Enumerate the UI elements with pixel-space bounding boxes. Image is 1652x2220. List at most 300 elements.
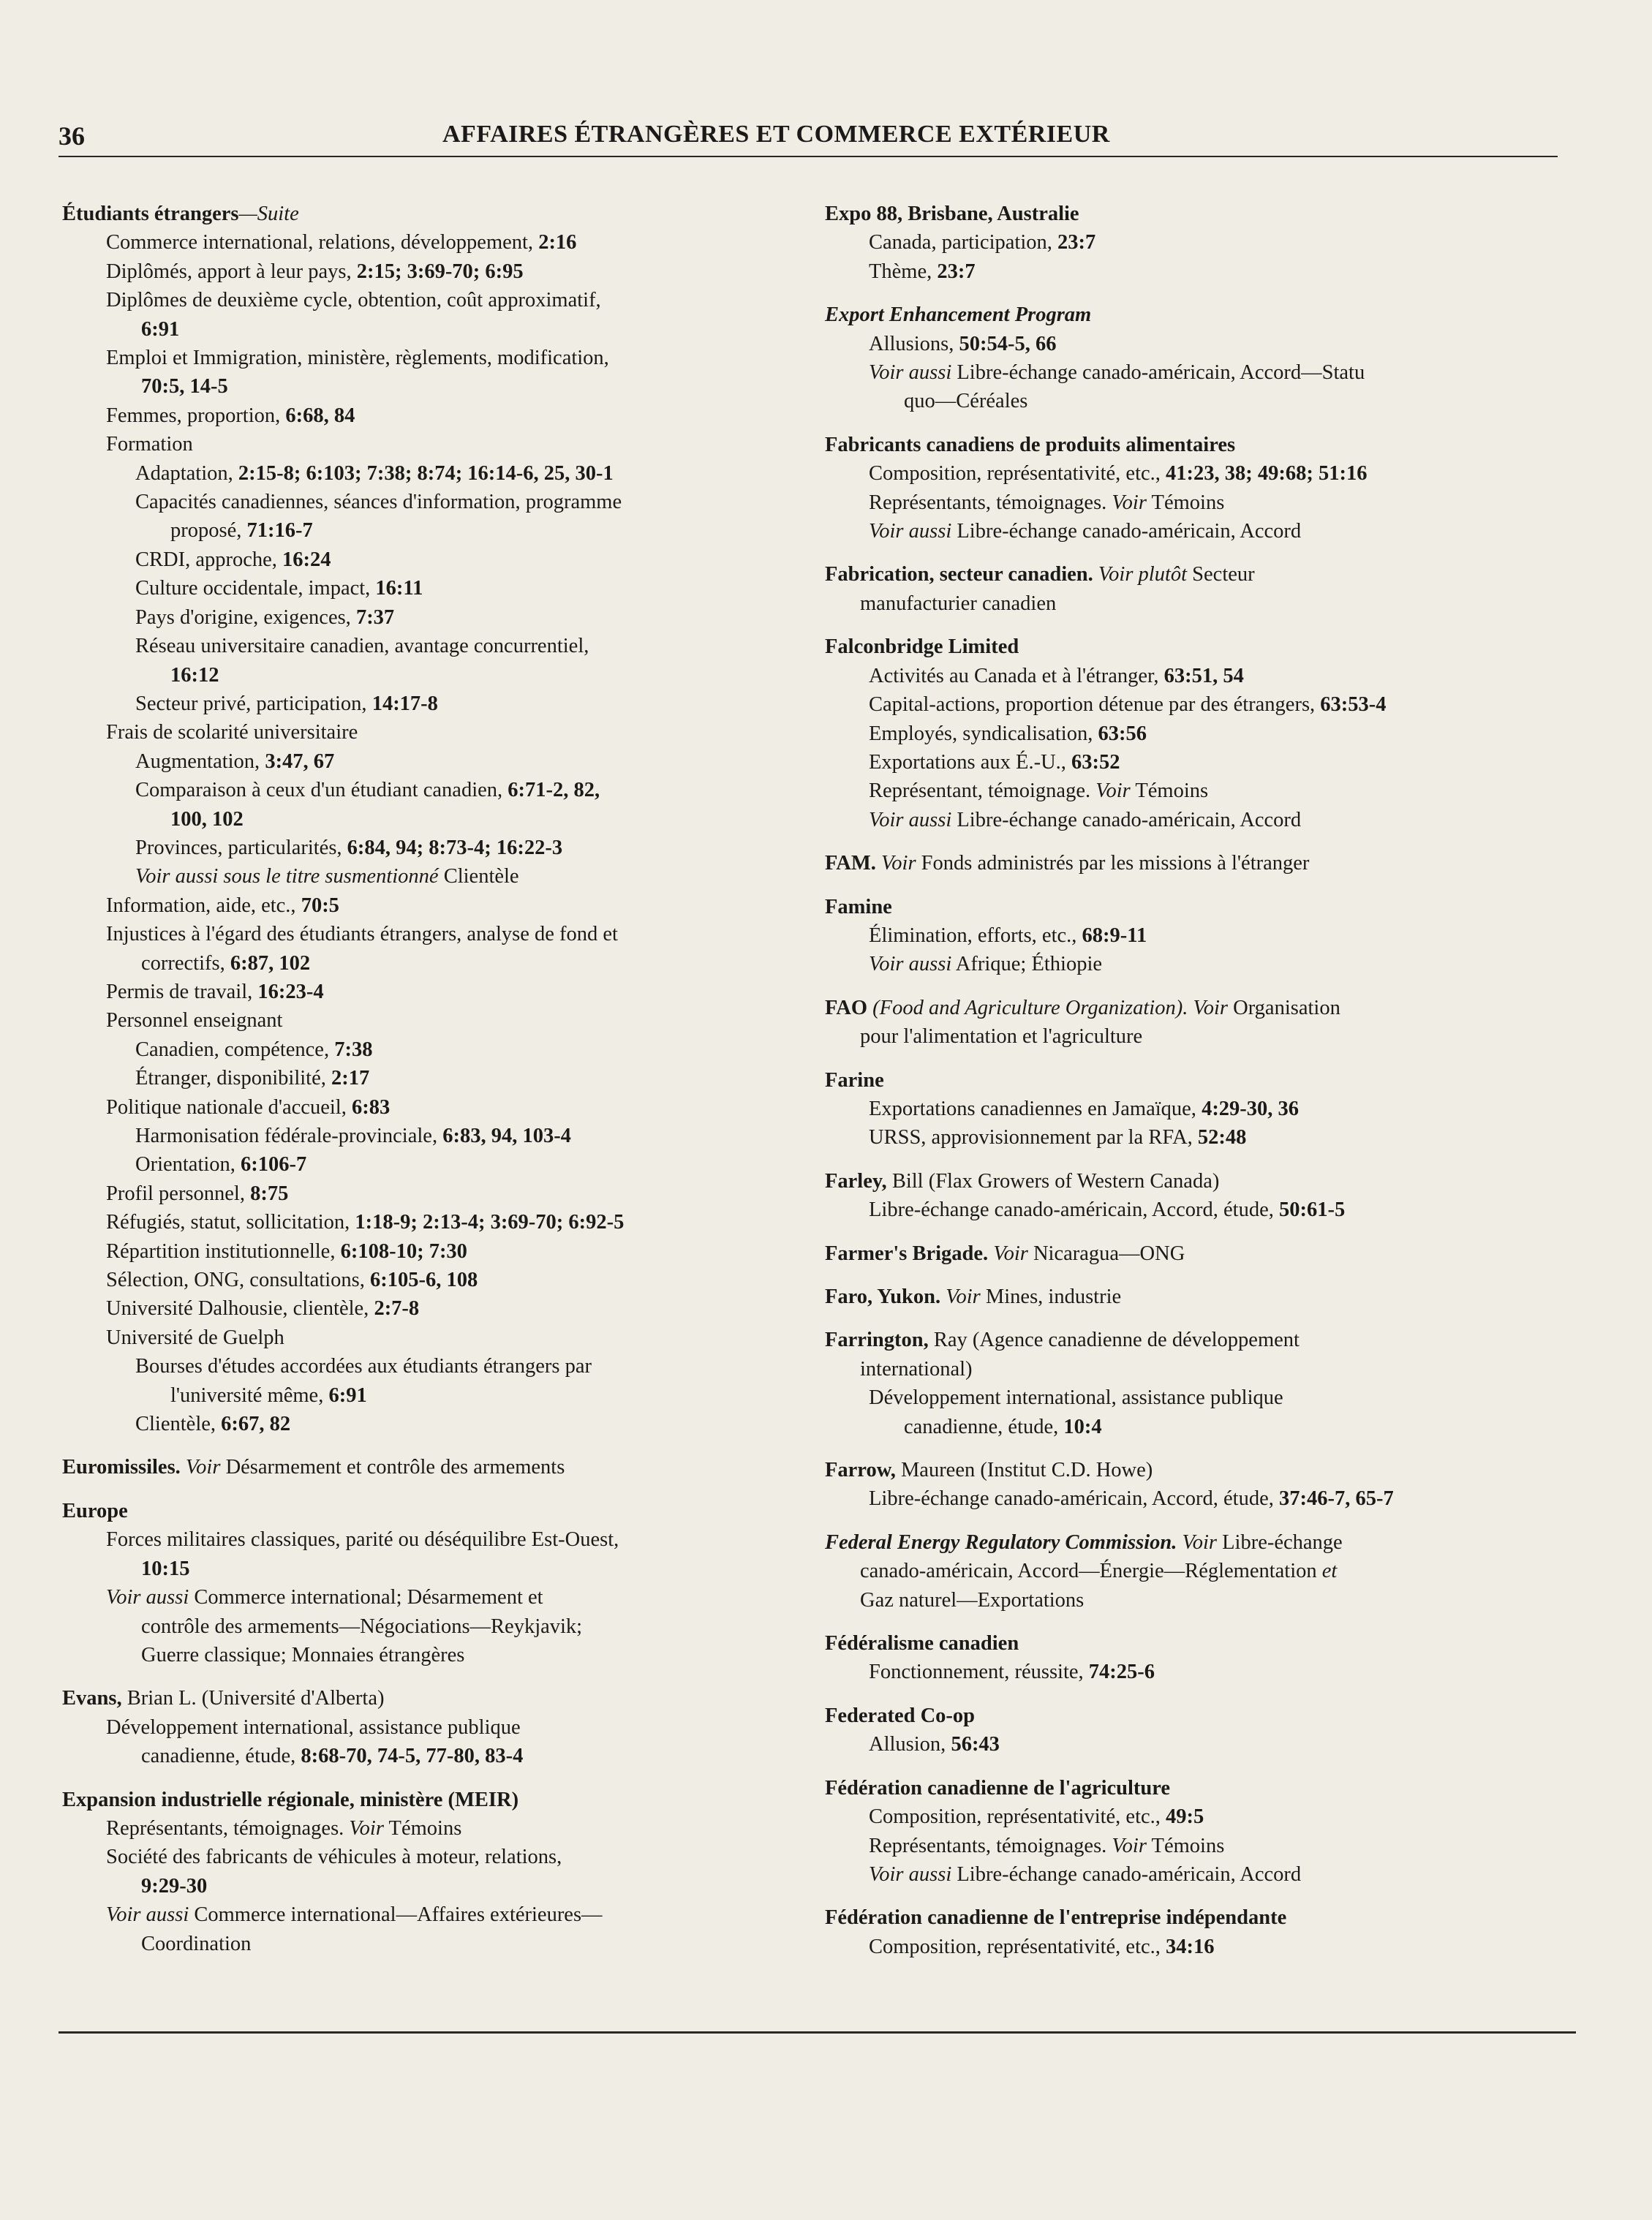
index-text: Profil personnel, (106, 1182, 251, 1205)
index-text: Voir (1112, 1834, 1147, 1857)
index-entry-etudiants-etrangers (62, 200, 779, 1438)
sub-sub-entry (62, 1410, 779, 1438)
entry-heading (825, 560, 1578, 618)
index-entry-faro-yukon (825, 1283, 1578, 1311)
sub-entry (825, 459, 1578, 488)
index-text: 52:48 (1197, 1126, 1247, 1149)
index-text: Federated Co-op (825, 1704, 975, 1727)
sub-entry (62, 1324, 779, 1352)
entry-heading (62, 200, 779, 228)
sub-entry (62, 891, 779, 920)
index-text: 14:17-8 (371, 692, 438, 715)
index-text: Famine (825, 895, 892, 918)
sub-sub-entry (62, 747, 779, 776)
index-text: 63:56 (1098, 722, 1147, 745)
index-text: 2:7-8 (374, 1297, 420, 1321)
index-text: (Food and Agriculture Organization). (872, 996, 1193, 1019)
index-text: Gaz naturel—Exportations (860, 1588, 1085, 1612)
right-column (825, 200, 1578, 1961)
entry-heading (825, 1702, 1578, 1730)
index-text: Voir aussi sous le titre susmentionné (135, 865, 439, 888)
index-entry-farrow (825, 1456, 1578, 1514)
entry-heading (825, 1456, 1578, 1484)
sub-sub-entry (62, 488, 779, 545)
sub-entry (62, 1294, 779, 1323)
sub-entry (62, 1093, 779, 1122)
index-text: Sélection, ONG, consultations, (106, 1269, 370, 1292)
index-text: 10:15 (141, 1557, 190, 1580)
index-text: Allusions, (869, 332, 959, 355)
index-text: Canada, participation, (869, 231, 1057, 254)
index-text: 7:38 (334, 1038, 373, 1061)
index-text: Voir (993, 1242, 1028, 1265)
text-line (135, 1381, 779, 1410)
index-text: 6:91 (328, 1383, 367, 1407)
index-text: 63:52 (1071, 750, 1120, 774)
index-text: Répartition institutionnelle, (106, 1239, 341, 1263)
index-text: Voir (1095, 779, 1131, 803)
sub-entry (825, 1123, 1578, 1152)
header-rule (59, 156, 1558, 157)
index-text: Emploi et Immigration, ministère, règlements, modification, (106, 347, 609, 370)
sub-entry (62, 1713, 779, 1771)
index-text: Federal Energy Regulatory Commission. (825, 1530, 1183, 1554)
entry-heading (825, 994, 1578, 1052)
sub-sub-entry (62, 776, 779, 834)
text-line (106, 1742, 779, 1770)
index-text: Représentant, témoignage. (869, 779, 1096, 803)
index-text: Voir (946, 1285, 981, 1308)
footer-rule (59, 2031, 1576, 2034)
sub-sub-entry (62, 1150, 779, 1179)
index-text: Témoins (1130, 779, 1209, 803)
entry-heading (825, 1326, 1578, 1383)
index-text: Secteur privé, participation, (135, 692, 372, 715)
index-text: correctifs, (141, 951, 230, 975)
index-text: Capacités canadiennes, séances d'information, programme (135, 491, 622, 514)
index-text: Politique nationale d'accueil, (106, 1095, 352, 1119)
index-text: Témoins (383, 1816, 462, 1840)
entry-heading (62, 1497, 779, 1525)
index-text: Élimination, efforts, etc., (869, 924, 1082, 947)
see-also-reference (825, 806, 1578, 834)
index-text: Bill (Flax Growers of Western Canada) (891, 1169, 1220, 1193)
index-text: quo—Céréales (904, 390, 1028, 413)
entry-heading (62, 1684, 779, 1713)
index-text: —Suite (238, 203, 299, 225)
index-text: Développement international, assistance publique (106, 1715, 521, 1739)
index-text: 16:24 (282, 548, 331, 571)
index-text: 56:43 (951, 1733, 1000, 1756)
index-entry-expansion-industrielle (62, 1786, 779, 1958)
index-text: Étranger, disponibilité, (135, 1067, 331, 1090)
index-text: Ray (Agence canadienne de développement (933, 1329, 1300, 1352)
entry-heading (825, 1167, 1578, 1196)
see-also-reference (825, 1860, 1578, 1889)
index-text: 8:68-70, 74-5, 77-80, 83-4 (301, 1745, 524, 1768)
index-text: contrôle des armements—Négociations—Reykjavik; (141, 1615, 583, 1638)
index-entry-export-enhancement (825, 301, 1578, 416)
text-line (135, 516, 779, 545)
index-text: 16:23-4 (257, 980, 324, 1003)
index-text: Fabrication, secteur canadien. (825, 563, 1098, 586)
index-text: Fédéralisme canadien (825, 1632, 1019, 1655)
sub-entry (62, 1237, 779, 1266)
sub-entry (62, 1179, 779, 1208)
sub-entry (825, 330, 1578, 358)
index-text: 16:11 (375, 577, 423, 600)
index-text: Voir (1112, 491, 1147, 514)
index-text: Expo 88, Brisbane, Australie (825, 203, 1079, 225)
index-text: Composition, représentativité, etc., (869, 462, 1166, 486)
index-text: Commerce international—Affaires extérieures— (189, 1903, 603, 1927)
index-text: FAM. (825, 852, 882, 875)
sub-entry (825, 690, 1578, 719)
index-text: Adaptation, (135, 461, 238, 485)
entry-heading (825, 893, 1578, 921)
sub-entry (825, 1383, 1578, 1441)
index-text: 6:83, 94, 103-4 (442, 1125, 571, 1147)
index-text: Fonds administrés par les missions à l'étranger (916, 852, 1310, 875)
index-text: canado-américain, Accord—Énergie—Réglementation (860, 1560, 1322, 1583)
index-text: Farine (825, 1068, 884, 1092)
sub-entry (62, 1266, 779, 1294)
index-text: 68:9-11 (1082, 924, 1147, 947)
index-text: Farmer's Brigade. (825, 1242, 994, 1265)
index-text: 100, 102 (170, 807, 244, 831)
index-text: Permis de travail, (106, 980, 258, 1003)
index-text: 2:15-8; 6:103; 7:38; 8:74; 16:14-6, 25, 30-1 (238, 461, 614, 485)
entry-heading (825, 1629, 1578, 1658)
index-text: Composition, représentativité, etc., (869, 1805, 1166, 1829)
index-text: Libre-échange canado-américain, Accord, étude, (869, 1487, 1279, 1511)
index-text: Commerce international, relations, développement, (106, 231, 539, 254)
index-entry-evans (62, 1684, 779, 1770)
index-entry-europe (62, 1497, 779, 1669)
index-entry-fabricants-canadiens (825, 431, 1578, 546)
index-text: Témoins (1146, 491, 1225, 514)
index-text: Libre-échange canado-américain, Accord, étude, (869, 1198, 1279, 1222)
index-entry-euromissiles (62, 1453, 779, 1481)
sub-entry (62, 1814, 779, 1843)
index-text: 41:23, 38; 49:68; 51:16 (1166, 462, 1368, 486)
index-text: 23:7 (937, 260, 976, 283)
index-text: Formation (106, 433, 193, 456)
index-text: Fédération canadienne de l'entreprise indépendante (825, 1906, 1287, 1930)
index-text: 34:16 (1166, 1935, 1215, 1958)
index-text: Export Enhancement Program (825, 303, 1092, 327)
sub-entry (825, 1484, 1578, 1513)
sub-sub-entry (62, 632, 779, 690)
index-text: Faro, Yukon. (825, 1285, 946, 1308)
sub-entry (825, 1095, 1578, 1123)
index-text: Réfugiés, statut, sollicitation, (106, 1211, 355, 1234)
entry-heading (825, 1903, 1578, 1932)
index-text: 6:108-10; 7:30 (340, 1239, 467, 1263)
sub-entry (825, 228, 1578, 257)
index-text: Organisation (1228, 996, 1340, 1019)
index-text: manufacturier canadien (860, 592, 1057, 615)
index-text: Voir (1193, 996, 1228, 1019)
index-text: 6:106-7 (241, 1153, 307, 1177)
entry-heading (825, 1066, 1578, 1095)
index-text: Libre-échange canado-américain, Accord—Statu (951, 361, 1365, 385)
index-text: Réseau universitaire canadien, avantage concurrentiel, (135, 635, 589, 658)
sub-entry (825, 1802, 1578, 1831)
index-entry-federation-entreprise (825, 1903, 1578, 1961)
text-line (869, 358, 1578, 387)
index-text: Voir aussi (869, 953, 952, 976)
text-line (825, 560, 1578, 589)
index-text: Voir aussi (869, 361, 952, 385)
sub-entry (62, 344, 779, 401)
sub-sub-entry (62, 574, 779, 603)
index-text: Employés, syndicalisation, (869, 722, 1098, 745)
index-text: Femmes, proportion, (106, 404, 286, 427)
index-text: Brian L. (Université d'Alberta) (127, 1687, 385, 1710)
index-text: Europe (62, 1499, 128, 1522)
index-text: Harmonisation fédérale-provinciale, (135, 1125, 443, 1147)
index-text: 2:15; 3:69-70; 6:95 (356, 260, 524, 283)
index-text: 63:53-4 (1320, 693, 1387, 717)
index-text: 4:29-30, 36 (1202, 1097, 1300, 1120)
index-text: Voir (881, 852, 916, 875)
index-text: 16:12 (170, 663, 219, 687)
see-also-reference (825, 950, 1578, 978)
index-text: international) (860, 1357, 973, 1381)
index-text: proposé, (170, 519, 247, 543)
index-text: canadienne, étude, (141, 1745, 301, 1768)
entry-heading (62, 1453, 779, 1481)
index-text: Fonctionnement, réussite, (869, 1661, 1089, 1684)
sub-sub-entry (62, 1352, 779, 1410)
entry-heading (825, 431, 1578, 459)
index-text: Diplômes de deuxième cycle, obtention, coût approximatif, (106, 289, 601, 312)
index-entry-famine (825, 893, 1578, 979)
index-text: Libre-échange canado-américain, Accord (951, 520, 1302, 543)
index-text: Comparaison à ceux d'un étudiant canadien, (135, 779, 508, 802)
index-text: Voir aussi (869, 808, 952, 831)
index-text: Exportations canadiennes en Jamaïque, (869, 1097, 1202, 1120)
sub-entry (62, 286, 779, 344)
index-text: Exportations aux É.-U., (869, 750, 1072, 774)
index-text: Coordination (141, 1932, 252, 1955)
index-text: Evans, (62, 1687, 127, 1710)
left-column (62, 200, 779, 1958)
index-text: Afrique; Éthiopie (951, 953, 1103, 976)
sub-sub-entry (62, 1035, 779, 1064)
index-text: et (1321, 1560, 1338, 1583)
index-text: Capital-actions, proportion détenue par des étrangers, (869, 693, 1321, 717)
index-text: 2:16 (538, 231, 577, 254)
index-text: Voir (349, 1816, 384, 1840)
index-text: 6:67, 82 (221, 1413, 291, 1436)
entry-heading (825, 849, 1578, 877)
index-entry-farrington (825, 1326, 1578, 1441)
sub-entry (825, 1658, 1578, 1686)
see-also-reference (62, 1900, 779, 1958)
index-entry-farine (825, 1066, 1578, 1152)
index-text: Représentants, témoignages. (869, 1834, 1112, 1857)
index-text: Farrington, (825, 1329, 934, 1352)
index-text: 70:5 (301, 894, 339, 917)
index-text: Farrow, (825, 1459, 901, 1482)
sub-entry (825, 1196, 1578, 1224)
text-line (825, 994, 1578, 1022)
sub-entry (825, 1832, 1578, 1860)
index-entry-federated-coop (825, 1702, 1578, 1759)
page-number: 36 (59, 121, 85, 151)
sub-entry (825, 777, 1578, 805)
index-text: Désarmement et contrôle des armements (220, 1456, 565, 1479)
index-text: 6:87, 102 (230, 951, 311, 975)
sub-entry (62, 430, 779, 458)
index-text: 9:29-30 (141, 1874, 208, 1898)
see-also-reference (62, 862, 779, 891)
index-text: Thème, (869, 260, 938, 283)
index-text: Société des fabricants de véhicules à moteur, relations, (106, 1846, 562, 1869)
index-text: Maureen (Institut C.D. Howe) (900, 1459, 1153, 1482)
index-text: Diplômés, apport à leur pays, (106, 260, 357, 283)
sub-sub-entry (62, 690, 779, 718)
index-text: 7:37 (355, 605, 395, 629)
sub-sub-entry (62, 459, 779, 488)
index-text: Augmentation, (135, 750, 265, 773)
index-text: l'université même, (170, 1383, 329, 1407)
index-text: 50:61-5 (1278, 1198, 1346, 1222)
index-text: Voir aussi (869, 520, 952, 543)
index-entry-federal-energy (825, 1528, 1578, 1615)
see-also-reference (62, 1583, 779, 1669)
index-text: Libre-échange canado-américain, Accord (951, 1862, 1302, 1886)
sub-entry (62, 1843, 779, 1900)
entry-heading (825, 1528, 1578, 1615)
sub-entry (825, 662, 1578, 690)
index-text: Secteur (1187, 563, 1255, 586)
index-text: 70:5, 14-5 (141, 375, 228, 399)
index-text: 3:47, 67 (265, 750, 335, 773)
index-text: 71:16-7 (246, 519, 313, 543)
index-entry-farley (825, 1167, 1578, 1225)
index-text: Farley, (825, 1169, 892, 1193)
index-entry-federalisme (825, 1629, 1578, 1687)
index-text: 49:5 (1166, 1805, 1204, 1829)
see-also-reference (825, 358, 1578, 416)
sub-sub-entry (62, 603, 779, 632)
index-entry-fam (825, 849, 1578, 877)
index-text: 50:54-5, 66 (959, 332, 1057, 355)
index-text: 63:51, 54 (1163, 664, 1244, 687)
index-text: Fédération canadienne de l'agriculture (825, 1776, 1171, 1800)
index-text: pour l'alimentation et l'agriculture (860, 1025, 1143, 1049)
index-text: Voir aussi (106, 1586, 189, 1609)
index-text: CRDI, approche, (135, 548, 283, 571)
index-text: Activités au Canada et à l'étranger, (869, 664, 1164, 687)
index-text: Université de Guelph (106, 1326, 284, 1349)
index-text: Étudiants étrangers (62, 203, 239, 225)
index-entry-fao (825, 994, 1578, 1052)
index-text: Orientation, (135, 1153, 241, 1177)
index-text: canadienne, étude, (904, 1415, 1064, 1438)
index-text: URSS, approvisionnement par la RFA, (869, 1126, 1198, 1149)
entry-heading (825, 301, 1578, 329)
text-line (106, 949, 779, 978)
index-text: Libre-échange canado-américain, Accord (951, 808, 1302, 831)
index-entry-expo-88 (825, 200, 1578, 286)
index-text: 6:83 (351, 1095, 391, 1119)
sub-entry (825, 1730, 1578, 1759)
index-text: Canadien, compétence, (135, 1038, 335, 1061)
index-text: Culture occidentale, impact, (135, 577, 376, 600)
index-entry-federation-agriculture (825, 1774, 1578, 1889)
sub-entry (62, 718, 779, 747)
running-title: AFFAIRES ÉTRANGÈRES ET COMMERCE EXTÉRIEUR (442, 121, 1110, 148)
sub-entry (62, 257, 779, 286)
index-text: Injustices à l'égard des étudiants étrangers, analyse de fond et (106, 923, 618, 946)
index-text: Développement international, assistance publique (869, 1386, 1283, 1410)
see-also-reference (825, 517, 1578, 545)
sub-entry (62, 920, 779, 978)
index-text: 23:7 (1057, 231, 1096, 254)
index-text: Expansion industrielle régionale, ministère (MEIR) (62, 1788, 519, 1811)
index-text: Clientèle (438, 865, 519, 888)
index-text: 1:18-9; 2:13-4; 3:69-70; 6:92-5 (355, 1211, 625, 1234)
sub-sub-entry (62, 545, 779, 574)
entry-heading (825, 200, 1578, 228)
text-line (106, 1900, 779, 1929)
index-text: FAO (825, 996, 873, 1019)
index-text: Personnel enseignant (106, 1009, 283, 1032)
entry-heading (825, 1774, 1578, 1802)
sub-sub-entry (62, 834, 779, 862)
entry-heading (825, 1239, 1578, 1268)
index-text: Représentants, témoignages. (869, 491, 1112, 514)
index-text: Frais de scolarité universitaire (106, 721, 358, 744)
index-text: 74:25-6 (1088, 1661, 1155, 1684)
index-text: Nicaragua—ONG (1027, 1242, 1185, 1265)
index-text: Forces militaires classiques, parité ou déséquilibre Est-Ouest, (106, 1528, 619, 1552)
index-text: Composition, représentativité, etc., (869, 1935, 1166, 1958)
sub-entry (62, 401, 779, 430)
index-text: Voir aussi (106, 1903, 189, 1927)
sub-entry (62, 1208, 779, 1237)
entry-heading (825, 633, 1578, 661)
index-text: 10:4 (1063, 1415, 1102, 1438)
index-text: 6:84, 94; 8:73-4; 16:22-3 (347, 836, 563, 859)
index-text: Falconbridge Limited (825, 635, 1019, 659)
index-text: Information, aide, etc., (106, 894, 301, 917)
index-text: Voir plutôt (1098, 563, 1188, 586)
index-text: Allusion, (869, 1733, 951, 1756)
index-text: Provinces, particularités, (135, 836, 347, 859)
index-text: Commerce international; Désarmement et (189, 1586, 543, 1609)
index-text: 6:68, 84 (285, 404, 355, 427)
text-line (135, 776, 779, 804)
sub-sub-entry (62, 1122, 779, 1150)
index-text: 2:17 (331, 1067, 370, 1090)
sub-entry (825, 488, 1578, 517)
index-text: Représentants, témoignages. (106, 1816, 350, 1840)
index-text: 37:46-7, 65-7 (1278, 1487, 1394, 1511)
index-text: Fabricants canadiens de produits alimentaires (825, 433, 1236, 456)
text-line (825, 1326, 1578, 1354)
index-text: Voir aussi (869, 1862, 952, 1886)
index-text: Clientèle, (135, 1413, 222, 1436)
index-entry-farmers-brigade (825, 1239, 1578, 1268)
sub-sub-entry (62, 1064, 779, 1092)
index-text: Bourses d'études accordées aux étudiants étrangers par (135, 1355, 592, 1378)
index-text: Mines, industrie (980, 1285, 1122, 1308)
